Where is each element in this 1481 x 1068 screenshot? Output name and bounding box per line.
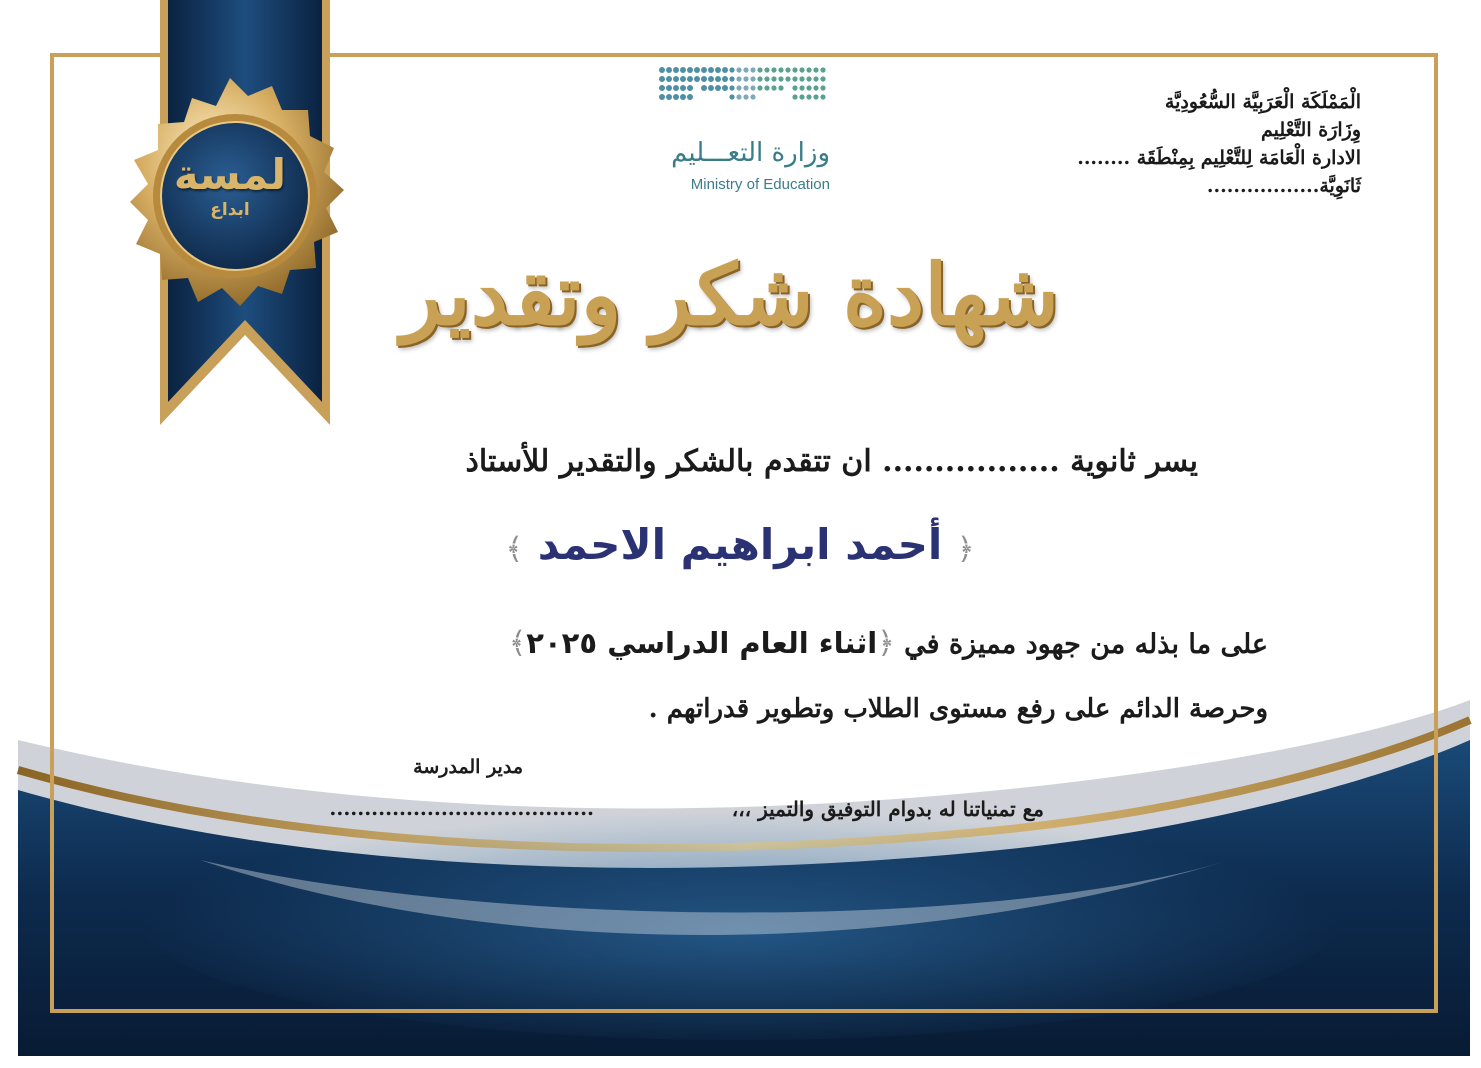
ornament-left: ﴾ [505,532,524,567]
header-school: ثَانَوِيَّة................. [1206,175,1361,197]
signature-line: ...................................... [329,796,594,820]
ornament-left-2: ﴾ [508,626,527,661]
ministry-name-english: Ministry of Education [690,176,830,193]
academic-year: اثناء العام الدراسي ٢٠٢٥ [526,626,878,660]
certificate-title: شهادة شكر وتقدير [401,245,1059,344]
header-institution-block [931,88,1361,200]
ornament-right-2: ﴿ [877,626,895,661]
dedication-line: وحرصة الدائم على رفع مستوى الطلاب وتطوير قدراتهم . [648,694,1268,724]
ornament-right: ﴿ [956,532,975,567]
ministry-name-arabic: وزارة التعـــليم [671,138,830,168]
header-kingdom: الْمَمْلَكَة الْعَرَبِيَّة السُّعُودِيَّة [1164,91,1361,113]
principal-label: مدير المدرسة [413,756,523,778]
recipient-name-text: أحمد ابراهيم الاحمد [537,520,943,569]
badge-subtitle: ابداع [210,200,250,220]
badge-title: لمسة [173,150,287,199]
efforts-prefix: على ما بذله من جهود مميزة في [904,629,1268,660]
header-ministry: وِزَارَة التَّعْلِيم [1260,119,1361,141]
wishes-line: مع تمنياتنا له بدوام التوفيق والتميز ،،، [731,797,1044,821]
intro-line: يسر ثانوية ................. ان تتقدم بالشكر والتقدير للأستاذ [465,444,1198,479]
efforts-line [509,626,1268,661]
header-administration: الادارة الْعَامَة لِلتَّعْلِيم بِمِنْطَقَة ........ [1077,147,1361,169]
recipient-name [440,520,1040,569]
